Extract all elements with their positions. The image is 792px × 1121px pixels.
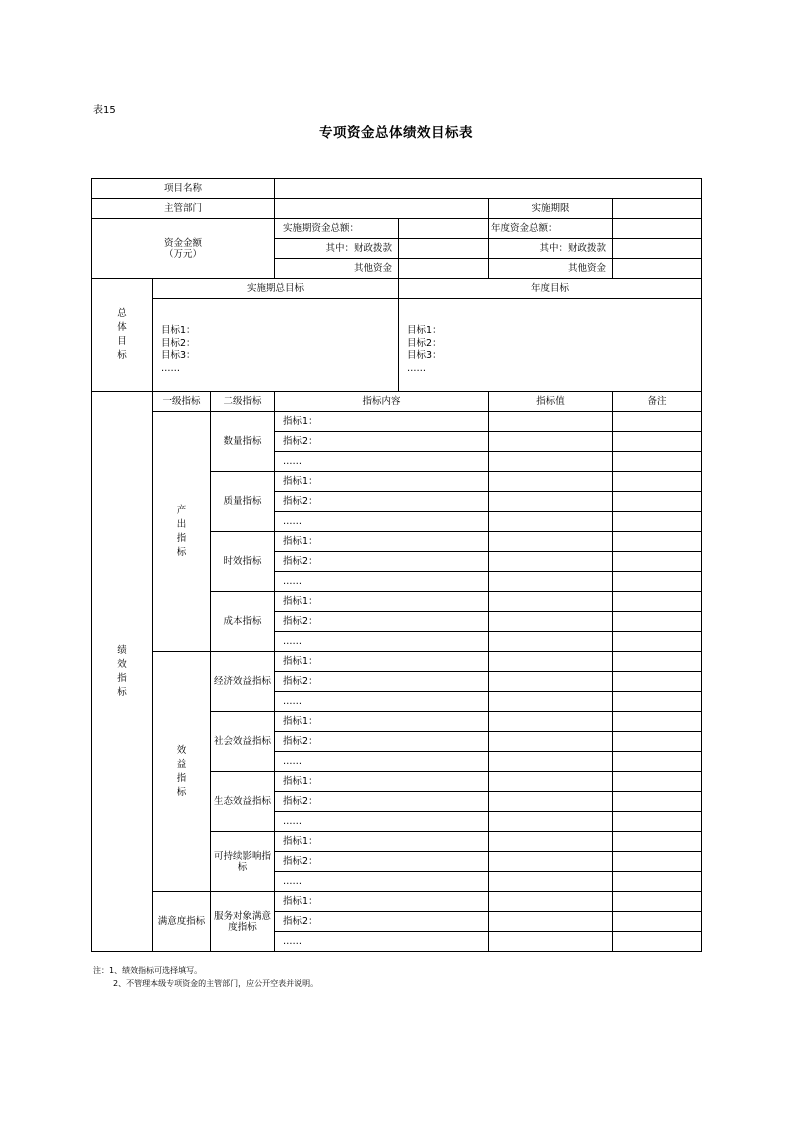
indicator-remark-cell[interactable] — [613, 432, 702, 452]
indicator-remark-cell[interactable] — [613, 572, 702, 592]
indicator-item-2[interactable]: 指标2： — [275, 672, 489, 692]
period-other-label: 其他资金 — [275, 259, 399, 279]
indicator-remark-cell[interactable] — [613, 872, 702, 892]
period-goal-content[interactable] — [153, 299, 399, 392]
annual-fiscal-label: 其中：财政拨款 — [489, 239, 613, 259]
indicator-remark-cell[interactable] — [613, 552, 702, 572]
indicator-value-cell[interactable] — [489, 612, 613, 632]
performance-goal-table — [91, 178, 702, 952]
indicator-value-cell[interactable] — [489, 632, 613, 652]
project-name-value[interactable] — [275, 179, 702, 199]
funds-row-total — [92, 219, 702, 239]
table-row — [92, 412, 702, 432]
annual-goal-1: 目标1： — [407, 325, 442, 336]
funds-label-cell — [92, 219, 275, 279]
indicator-value-cell[interactable] — [489, 572, 613, 592]
annual-goal-3: 目标3： — [407, 350, 442, 361]
ecological-indicator-label: 生态效益指标 — [211, 772, 275, 832]
indicator-value-cell[interactable] — [489, 752, 613, 772]
indicator-remark-cell[interactable] — [613, 472, 702, 492]
benefit-indicators-cell — [153, 652, 211, 892]
department-value[interactable] — [275, 199, 489, 219]
indicator-item-2[interactable]: 指标2： — [275, 732, 489, 752]
goals-content-row — [92, 299, 702, 392]
sustainable-indicator-label: 可持续影响指标 — [211, 832, 275, 892]
indicator-value-cell[interactable] — [489, 532, 613, 552]
indicator-item-1[interactable]: 指标1： — [275, 892, 489, 912]
indicator-remark-cell[interactable] — [613, 892, 702, 912]
indicator-value-cell[interactable] — [489, 772, 613, 792]
indicator-value-cell[interactable] — [489, 452, 613, 472]
indicator-remark-cell[interactable] — [613, 792, 702, 812]
indicator-remark-cell[interactable] — [613, 752, 702, 772]
indicator-value-cell[interactable] — [489, 732, 613, 752]
indicator-remark-cell[interactable] — [613, 912, 702, 932]
table-row — [92, 892, 702, 912]
indicator-value-cell[interactable] — [489, 932, 613, 952]
indicator-item-more[interactable]: …… — [275, 632, 489, 652]
social-indicator-label: 社会效益指标 — [211, 712, 275, 772]
indicator-value-cell[interactable] — [489, 892, 613, 912]
col-level1-header: 一级指标 — [153, 392, 211, 412]
performance-indicators-label-cell — [92, 392, 153, 952]
annual-other-label: 其他资金 — [489, 259, 613, 279]
indicator-remark-cell[interactable] — [613, 852, 702, 872]
period-total-value[interactable] — [399, 219, 489, 239]
period-goal-title: 实施期总目标 — [153, 279, 399, 299]
indicator-item-more[interactable]: …… — [275, 512, 489, 532]
indicator-item-2[interactable]: 指标2： — [275, 552, 489, 572]
funds-unit: （万元） — [164, 248, 203, 260]
indicator-value-cell[interactable] — [489, 492, 613, 512]
indicator-value-cell[interactable] — [489, 412, 613, 432]
indicator-value-cell[interactable] — [489, 812, 613, 832]
indicator-remark-cell[interactable] — [613, 832, 702, 852]
project-name-row — [92, 179, 702, 199]
annual-other-value[interactable] — [613, 259, 702, 279]
indicator-item-1[interactable]: 指标1： — [275, 832, 489, 852]
department-label: 主管部门 — [92, 199, 275, 219]
indicator-value-cell[interactable] — [489, 852, 613, 872]
annual-total-value[interactable] — [613, 219, 702, 239]
indicator-item-more[interactable]: …… — [275, 692, 489, 712]
annual-goal-title: 年度目标 — [399, 279, 702, 299]
goals-header-row — [92, 279, 702, 299]
period-label: 实施期限 — [489, 199, 613, 219]
overall-goals-label: 总体目标 — [117, 308, 127, 361]
annual-fiscal-value[interactable] — [613, 239, 702, 259]
period-goal-3: 目标3： — [161, 350, 196, 361]
col-value-header: 指标值 — [489, 392, 613, 412]
quality-indicator-label: 质量指标 — [211, 472, 275, 532]
footnote-1: 注：1、绩效指标可选择填写。 — [93, 966, 203, 975]
output-indicators-cell — [153, 412, 211, 652]
indicator-value-cell[interactable] — [489, 512, 613, 532]
indicator-remark-cell[interactable] — [613, 532, 702, 552]
indicator-remark-cell[interactable] — [613, 772, 702, 792]
period-value[interactable] — [613, 199, 702, 219]
indicator-remark-cell[interactable] — [613, 672, 702, 692]
performance-indicators-label: 绩效指标 — [117, 644, 127, 698]
department-row — [92, 199, 702, 219]
funds-label: 资金金额 — [164, 237, 203, 249]
satisfaction-indicators-label: 满意度指标 — [153, 892, 211, 952]
indicator-value-cell[interactable] — [489, 712, 613, 732]
indicator-value-cell[interactable] — [489, 832, 613, 852]
indicator-remark-cell[interactable] — [613, 592, 702, 612]
period-other-value[interactable] — [399, 259, 489, 279]
footnote-2: 2、不管理本级专项资金的主管部门，应公开空表并说明。 — [113, 979, 319, 988]
indicator-value-cell[interactable] — [489, 912, 613, 932]
benefit-indicators-label: 效益指标 — [176, 744, 187, 798]
indicator-value-cell[interactable] — [489, 672, 613, 692]
indicator-item-1[interactable]: 指标1： — [275, 652, 489, 672]
annual-goal-2: 目标2： — [407, 337, 442, 349]
timeliness-indicator-label: 时效指标 — [211, 532, 275, 592]
indicator-remark-cell[interactable] — [613, 492, 702, 512]
indicator-value-cell[interactable] — [489, 652, 613, 672]
indicator-item-2[interactable]: 指标2： — [275, 612, 489, 632]
period-fiscal-value[interactable] — [399, 239, 489, 259]
indicator-item-1[interactable]: 指标1： — [275, 472, 489, 492]
indicator-remark-cell[interactable] — [613, 652, 702, 672]
indicator-item-more[interactable]: …… — [275, 452, 489, 472]
indicator-item-more[interactable]: …… — [275, 812, 489, 832]
period-goal-2: 目标2： — [161, 337, 196, 349]
indicator-value-cell[interactable] — [489, 592, 613, 612]
indicator-item-1[interactable]: 指标1： — [275, 592, 489, 612]
indicator-remark-cell[interactable] — [613, 812, 702, 832]
cost-indicator-label: 成本指标 — [211, 592, 275, 652]
annual-total-label: 年度资金总额： — [489, 219, 613, 239]
annual-goal-content[interactable] — [399, 299, 702, 392]
period-goal-1: 目标1： — [161, 325, 196, 336]
table-number: 表15 — [93, 105, 116, 116]
indicator-header-row — [92, 392, 702, 412]
period-fiscal-label: 其中：财政拨款 — [275, 239, 399, 259]
table-row — [92, 652, 702, 672]
indicator-item-2[interactable]: 指标2： — [275, 912, 489, 932]
indicator-remark-cell[interactable] — [613, 452, 702, 472]
page-title: 专项资金总体绩效目标表 — [319, 125, 473, 141]
indicator-item-1[interactable]: 指标1： — [275, 532, 489, 552]
indicator-item-more[interactable]: …… — [275, 932, 489, 952]
indicator-remark-cell[interactable] — [613, 412, 702, 432]
output-indicators-label: 产出指标 — [176, 504, 187, 558]
indicator-value-cell[interactable] — [489, 792, 613, 812]
indicator-item-1[interactable]: 指标1： — [275, 712, 489, 732]
indicator-item-2[interactable]: 指标2： — [275, 852, 489, 872]
indicator-remark-cell[interactable] — [613, 732, 702, 752]
indicator-value-cell[interactable] — [489, 552, 613, 572]
indicator-item-1[interactable]: 指标1： — [275, 772, 489, 792]
period-goal-more: …… — [161, 362, 180, 374]
indicator-remark-cell[interactable] — [613, 632, 702, 652]
indicator-item-2[interactable]: 指标2： — [275, 792, 489, 812]
period-total-label: 实施期资金总额： — [275, 219, 399, 239]
indicator-item-more[interactable]: …… — [275, 572, 489, 592]
annual-goal-more: …… — [407, 362, 427, 374]
indicator-value-cell[interactable] — [489, 472, 613, 492]
footnotes — [93, 964, 318, 990]
indicator-remark-cell[interactable] — [613, 712, 702, 732]
overall-goals-label-cell — [92, 279, 153, 392]
indicator-item-more[interactable]: …… — [275, 752, 489, 772]
col-level2-header: 二级指标 — [211, 392, 275, 412]
indicator-remark-cell[interactable] — [613, 932, 702, 952]
col-remark-header: 备注 — [613, 392, 702, 412]
quantity-indicator-label: 数量指标 — [211, 412, 275, 472]
indicator-remark-cell[interactable] — [613, 512, 702, 532]
indicator-item-2[interactable]: 指标2： — [275, 432, 489, 452]
economic-indicator-label: 经济效益指标 — [211, 652, 275, 712]
indicator-remark-cell[interactable] — [613, 692, 702, 712]
service-satisfaction-label: 服务对象满意度指标 — [211, 892, 275, 952]
indicator-item-more[interactable]: …… — [275, 872, 489, 892]
project-name-label: 项目名称 — [92, 179, 275, 199]
indicator-value-cell[interactable] — [489, 432, 613, 452]
indicator-item-1[interactable]: 指标1： — [275, 412, 489, 432]
indicator-value-cell[interactable] — [489, 872, 613, 892]
indicator-item-2[interactable]: 指标2： — [275, 492, 489, 512]
col-content-header: 指标内容 — [275, 392, 489, 412]
indicator-remark-cell[interactable] — [613, 612, 702, 632]
indicator-value-cell[interactable] — [489, 692, 613, 712]
